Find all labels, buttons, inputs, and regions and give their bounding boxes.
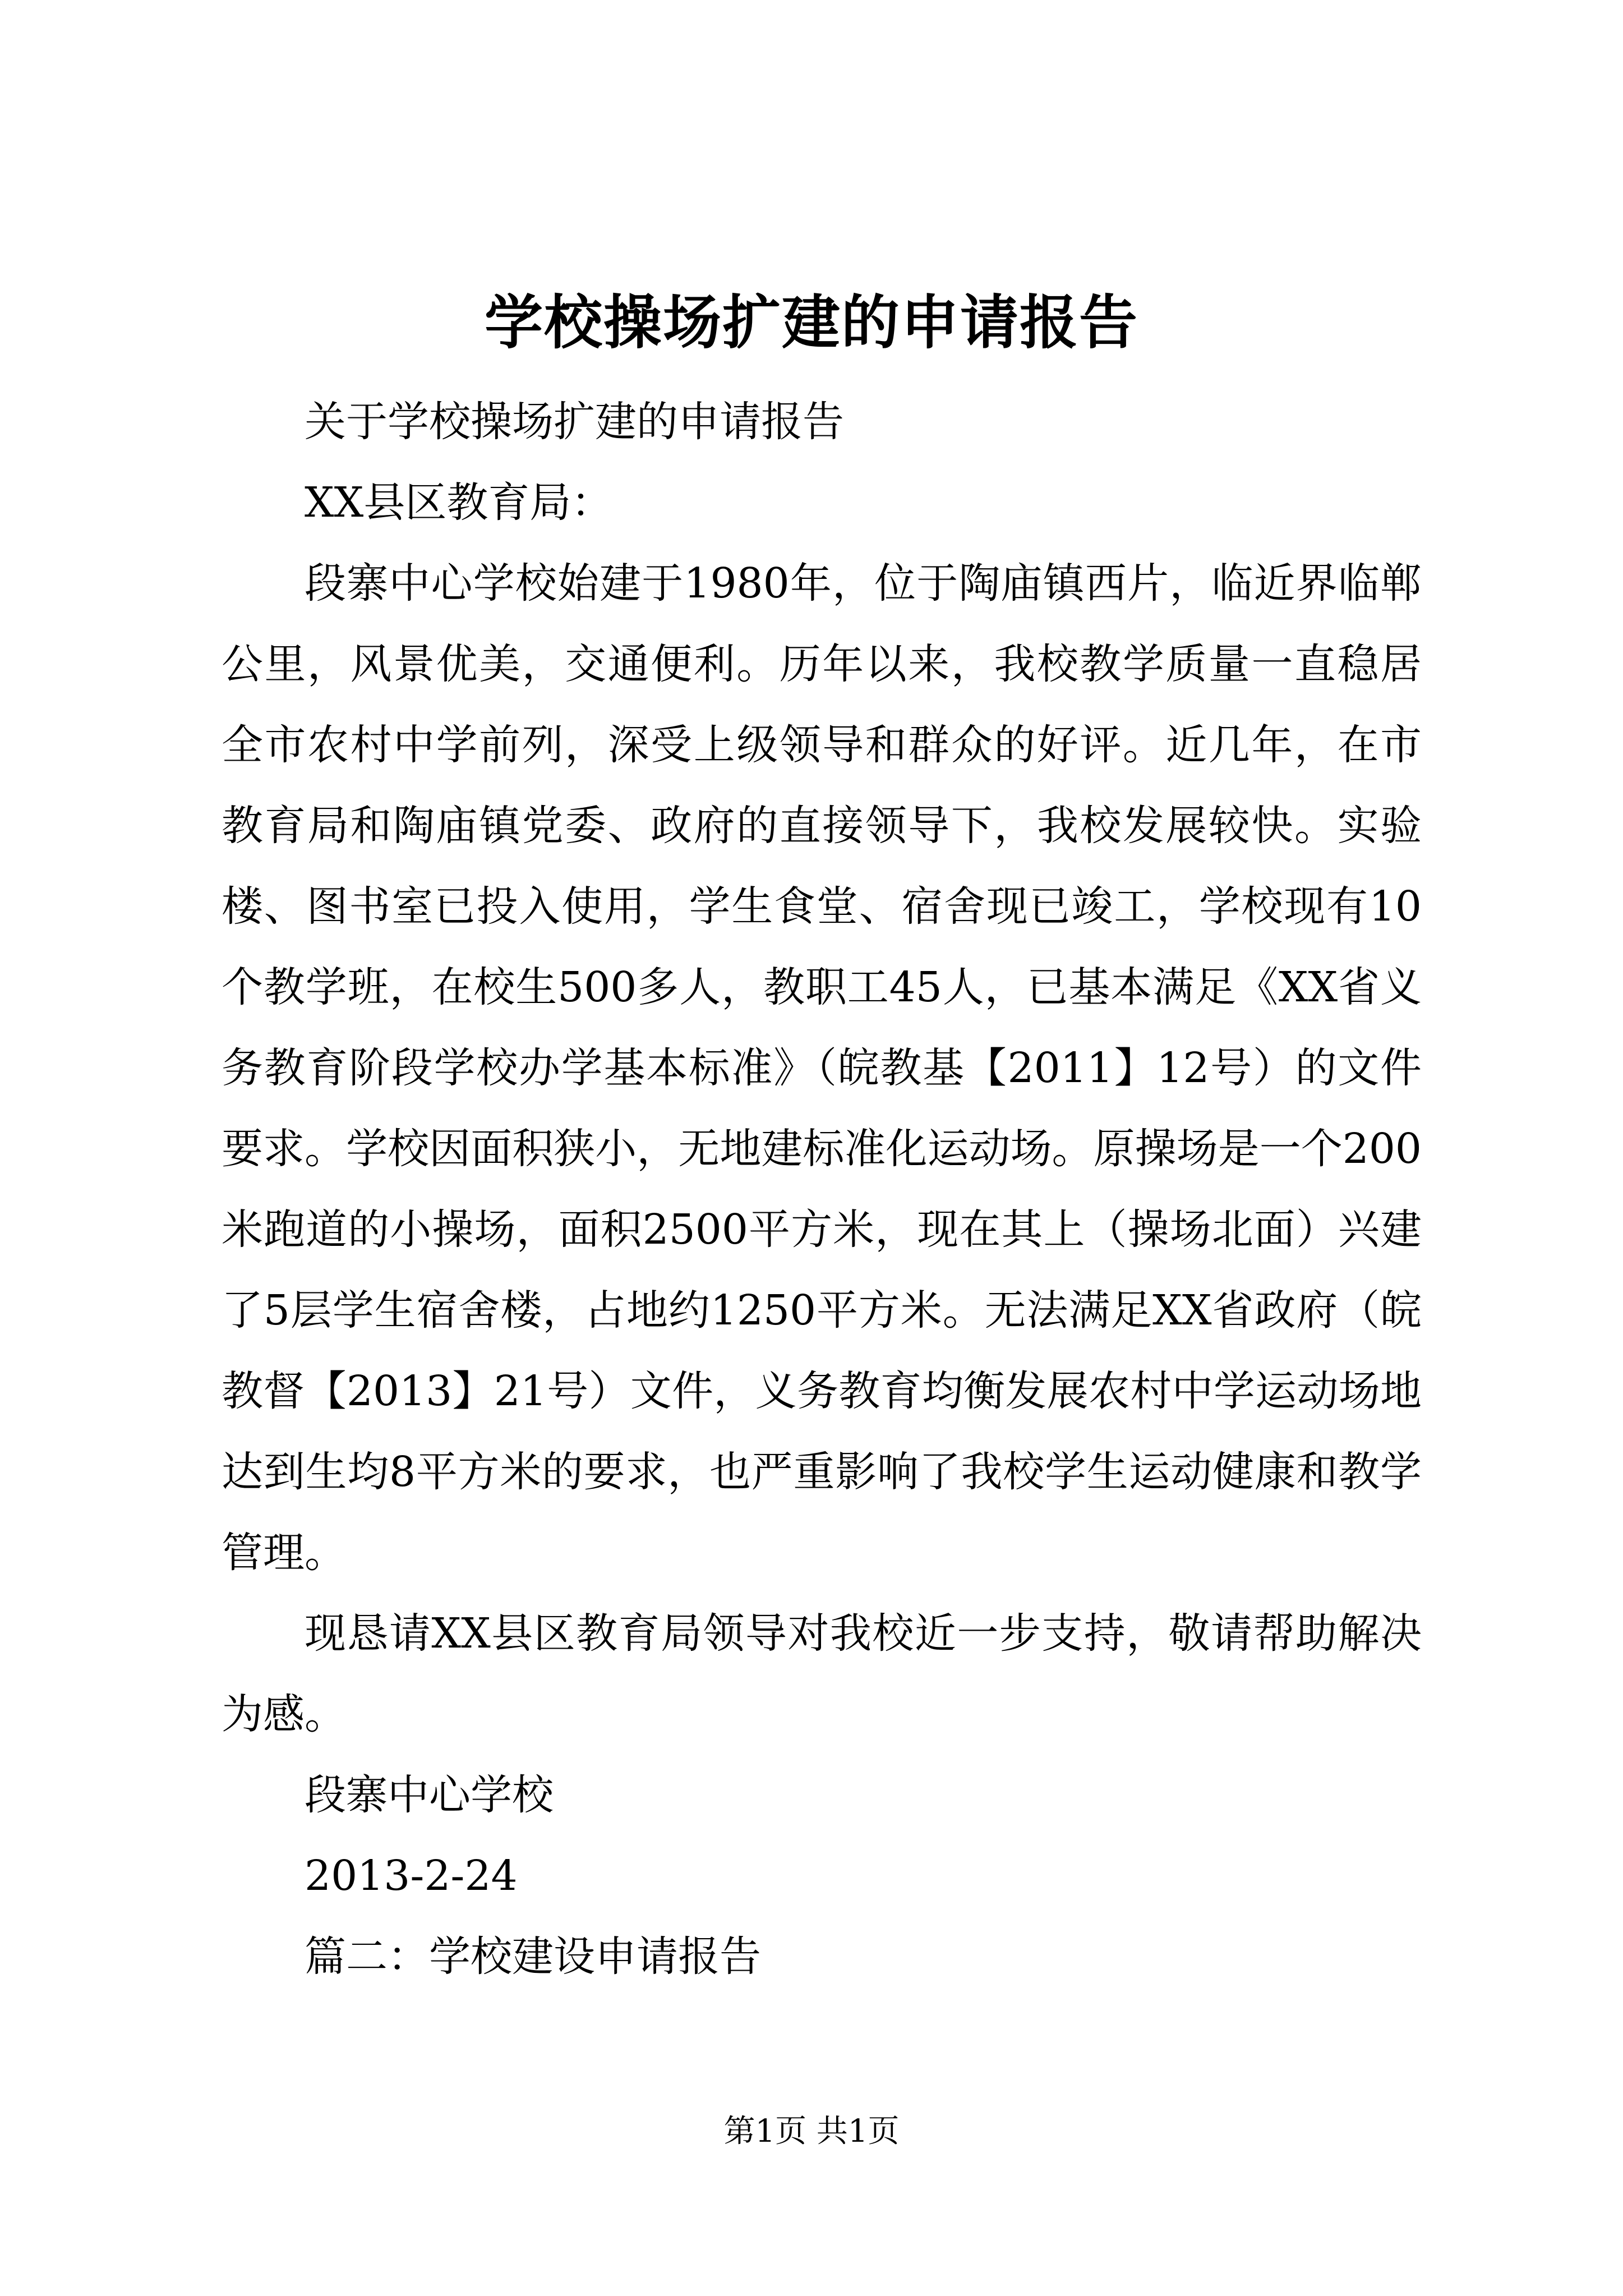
report-subject-line: 关于学校操场扩建的申请报告 <box>305 398 844 446</box>
recipient-line: XX县区教育局： <box>305 478 613 527</box>
section-heading: 篇二：学校建设申请报告 <box>305 1932 761 1981</box>
request-paragraph: 现恳请XX县区教育局领导对我校近一步支持，敬请帮助解决为感。 <box>222 1609 1422 1738</box>
document-title: 学校操场扩建的申请报告 <box>484 288 1138 357</box>
page-footer: 第1页 共1页 <box>723 2113 900 2150</box>
signature-line: 段寨中心学校 <box>305 1771 554 1819</box>
document-body <box>222 381 1422 1997</box>
date-line: 2013-2-24 <box>305 1852 518 1900</box>
main-body-paragraph: 段寨中心学校始建于1980年，位于陶庙镇西片，临近界临郸公里，风景优美，交通便利。历年以来，我校教学质量一直稳居全市农村中学前列，深受上级领导和群众的好评。近几年，在市教育局和陶庙镇党委、政府的直接领导下，我校发展较快。实验楼、图书室已投入使用，学生食堂、宿舍现已竣工，学校现有10个教学班，在校生500多人，教职工45人，已基本满足《XX省义务教育阶段学校办学基本标准》（皖教基【2011】12号）的文件要求。学校因面积狭小，无地建标准化运动场。原操场是一个200米跑道的小操场，面积2500平方米，现在其上（操场北面）兴建了5层学生宿舍楼，占地约1250平方米。无法满足XX省政府（皖教督【2013】21号）文件，义务教育均衡发展农村中学运动场地达到生均8平方米的要求，也严重影响了我校学生运动健康和教学管理。 <box>222 559 1422 1577</box>
